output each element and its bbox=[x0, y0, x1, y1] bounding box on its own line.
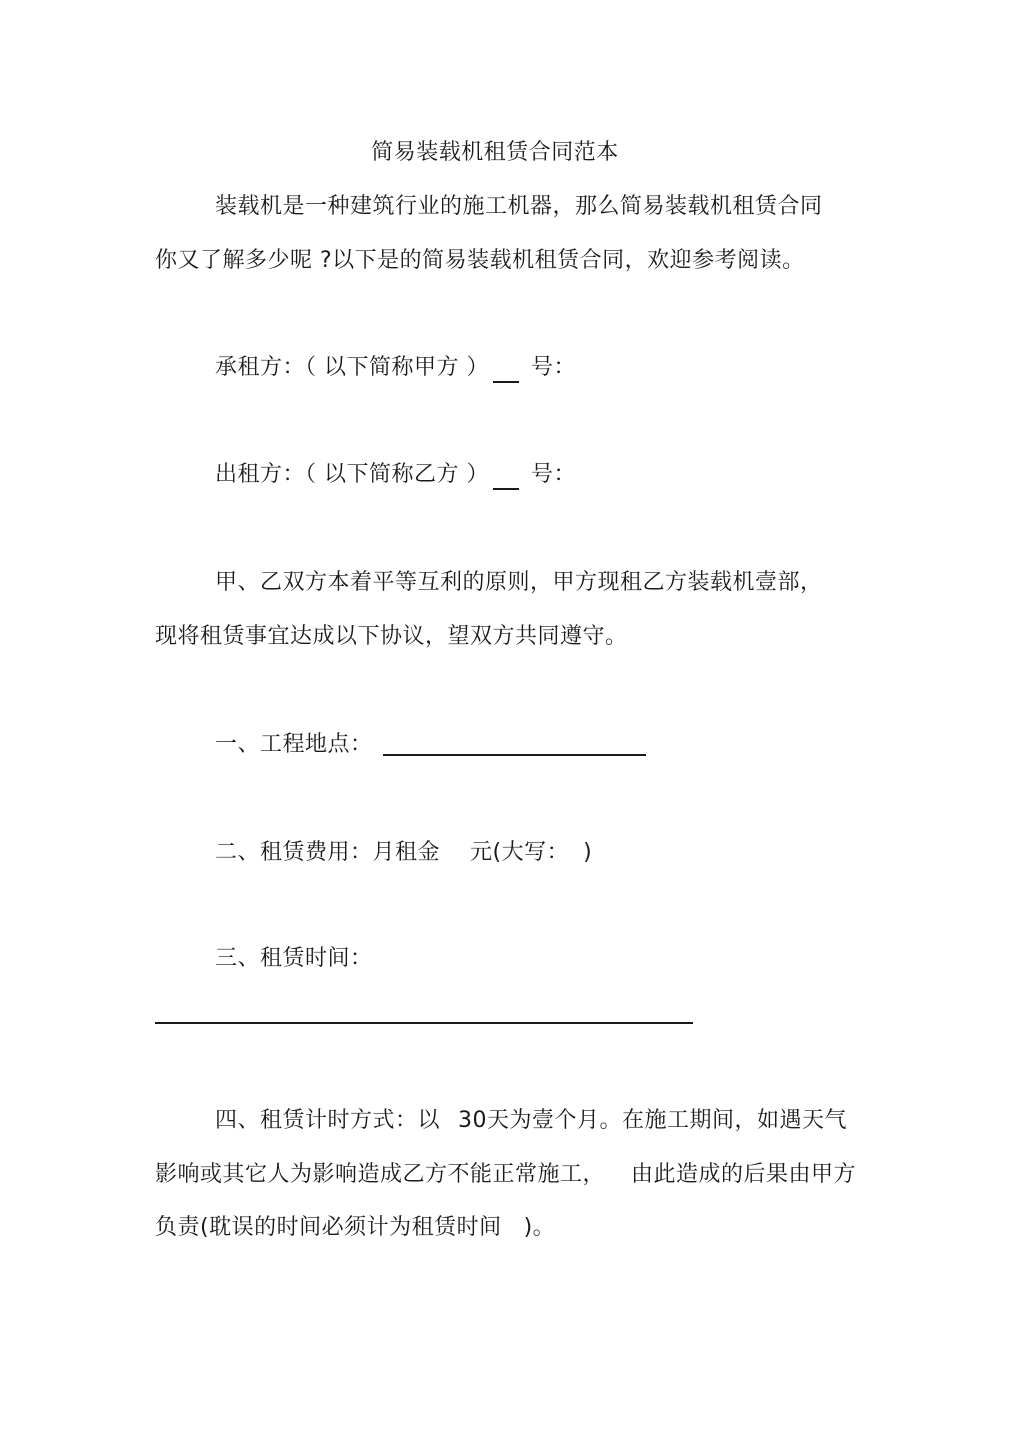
agreement-line-1: 甲、乙双方本着平等互利的原则，甲方现租乙方装载机壹部， bbox=[215, 570, 823, 595]
clause-4-line-2b: 由此造成的后果由甲方 bbox=[631, 1162, 857, 1187]
clause-4-line-3b: )。 bbox=[523, 1215, 556, 1240]
clause-4-days: 30 bbox=[458, 1108, 488, 1133]
document-title: 简易装载机租赁合同范本 bbox=[371, 140, 619, 165]
clause-2-part-2: 元(大写： bbox=[470, 840, 570, 865]
clause-2-part-1: 二、租赁费用：月租金 bbox=[215, 840, 441, 865]
clause-1-line bbox=[215, 730, 373, 760]
clause-4-line-1a: 四、租赁计时方式：以 bbox=[215, 1108, 441, 1133]
clause-3-line bbox=[215, 944, 373, 974]
clause-4-line-3 bbox=[155, 1213, 555, 1243]
clause-2-part-3: ) bbox=[583, 840, 593, 865]
clause-3-label: 三、租赁时间： bbox=[215, 946, 373, 971]
clause-4-line-1c: 天为壹个月。在施工期间，如遇天气 bbox=[487, 1108, 848, 1133]
clause-4-line-1 bbox=[215, 1106, 847, 1136]
intro-line-2: 你又了解多少呢 ?以下是的简易装载机租赁合同，欢迎参考阅读。 bbox=[155, 248, 805, 273]
lessor-line bbox=[215, 460, 576, 490]
clause-1-label: 一、工程地点： bbox=[215, 732, 373, 757]
clause-2-line bbox=[215, 838, 592, 868]
lessee-blank bbox=[493, 355, 519, 383]
lessee-line bbox=[215, 353, 576, 383]
clause-4-line-2 bbox=[155, 1160, 856, 1190]
clause-4-line-2a: 影响或其它人为影响造成乙方不能正常施工， bbox=[155, 1162, 606, 1187]
lessor-suffix: 号： bbox=[531, 462, 577, 487]
lessee-label: 承租方：（ 以下简称甲方 ） bbox=[215, 355, 489, 380]
lease-period-blank bbox=[155, 1022, 693, 1024]
project-location-blank bbox=[383, 754, 646, 756]
lessee-suffix: 号： bbox=[531, 355, 577, 380]
lessor-blank bbox=[493, 462, 519, 490]
agreement-line-2: 现将租赁事宜达成以下协议，望双方共同遵守。 bbox=[155, 624, 628, 649]
intro-line-1: 装载机是一种建筑行业的施工机器，那么简易装载机租赁合同 bbox=[215, 194, 823, 219]
clause-4-line-3a: 负责(耽误的时间必须计为租赁时间 bbox=[155, 1215, 502, 1240]
lessor-label: 出租方：（ 以下简称乙方 ） bbox=[215, 462, 489, 487]
